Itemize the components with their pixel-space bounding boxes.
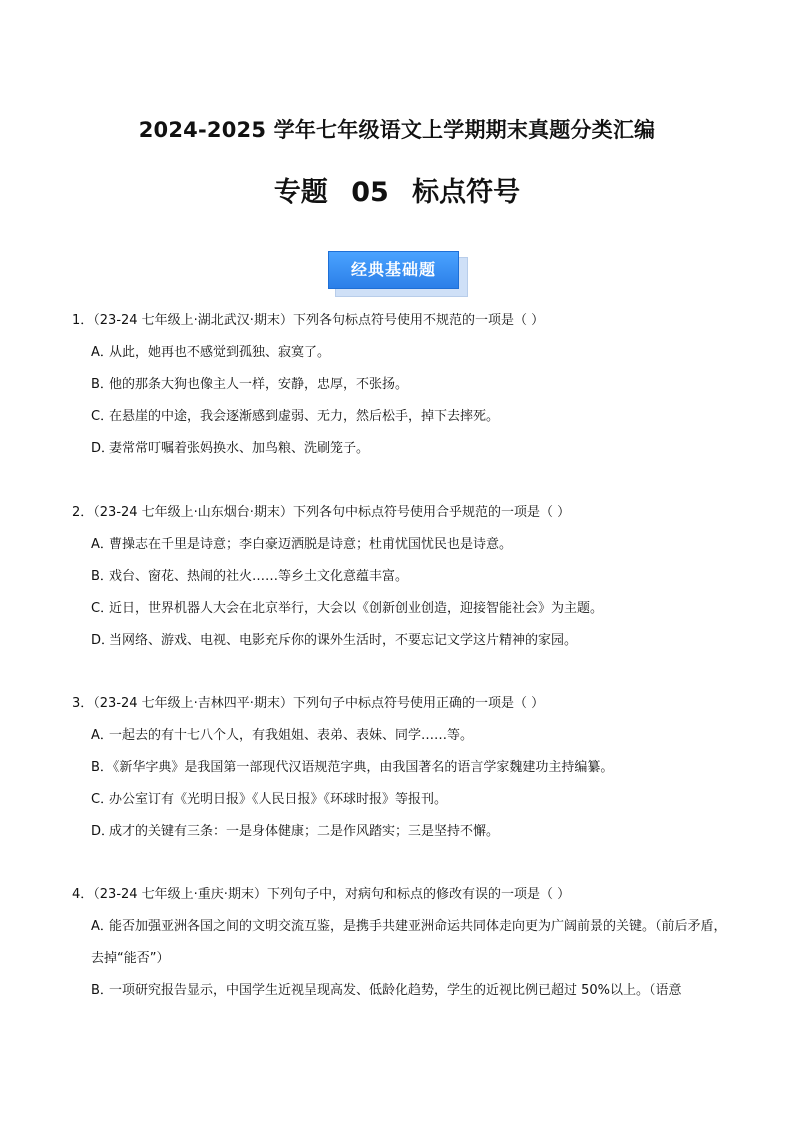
option-text: 一起去的有十七八个人，有我姐姐、表弟、表妹、同学……等。 [109,728,474,743]
question-stem: 4．（23-24 七年级上·重庆·期末）下列句子中，对病句和标点的修改有误的一项是（ ） [72,887,571,902]
option-text: 曹操志在千里是诗意；李白豪迈洒脱是诗意；杜甫忧国忧民也是诗意。 [109,537,513,552]
option-letter: D． [91,441,115,456]
option-letter: B． [91,569,113,584]
option-letter: D． [91,824,115,839]
question-stem: 2．（23-24 七年级上·山东烟台·期末）下列各句中标点符号使用合乎规范的一项是（ ） [72,505,571,520]
option-a[interactable] [72,529,732,561]
option-text: 从此，她再也不感觉到孤独、寂寞了。 [109,345,331,360]
option-a[interactable] [72,720,732,752]
question-2 [72,497,732,657]
option-text: 妻常常叮嘱着张妈换水、加鸟粮、洗刷笼子。 [109,441,370,456]
option-text: 能否加强亚洲各国之间的文明交流互鉴，是携手共建亚洲命运共同体走向更为广阔前景的关键。（前后矛盾，去掉“能否”） [91,919,727,966]
option-letter: B． [91,377,113,392]
option-letter: D． [91,633,115,648]
option-text: 他的那条大狗也像主人一样，安静，忠厚，不张扬。 [109,377,409,392]
option-a[interactable] [72,911,732,975]
question-stem: 1．（23-24 七年级上·湖北武汉·期末）下列各句标点符号使用不规范的一项是（ ） [72,313,545,328]
option-c[interactable] [72,784,732,816]
option-c[interactable] [72,593,732,625]
question-stem: 3．（23-24 七年级上·吉林四平·期末）下列句子中标点符号使用正确的一项是（ ） [72,696,545,711]
option-letter: A． [91,919,113,934]
option-b[interactable] [72,752,732,784]
option-letter: C． [91,409,114,424]
option-c[interactable] [72,401,732,433]
question-4 [72,879,732,1007]
option-d[interactable] [72,816,732,848]
option-b[interactable] [72,975,732,1007]
option-text: 当网络、游戏、电视、电影充斥你的课外生活时，不要忘记文学这片精神的家园。 [109,633,578,648]
option-letter: B． [91,760,113,775]
option-a[interactable] [72,337,732,369]
option-d[interactable] [72,433,732,465]
section-title: 专题 05 标点符号 [273,177,521,208]
option-letter: A． [91,728,113,743]
question-3 [72,688,732,848]
option-letter: C． [91,601,114,616]
option-text: 戏台、窗花、热闹的社火……等乡土文化意蕴丰富。 [109,569,409,584]
option-text: 成才的关键有三条：一是身体健康；二是作风踏实；三是坚持不懈。 [109,824,500,839]
option-text: 近日，世界机器人大会在北京举行，大会以《创新创业创造，迎接智能社会》为主题。 [109,601,604,616]
option-text: 办公室订有《光明日报》《人民日报》《环球时报》等报刊。 [109,792,448,807]
badge-label: 经典基础题 [328,251,459,289]
question-1 [72,305,732,465]
option-text: 《新华字典》是我国第一部现代汉语规范字典，由我国著名的语言学家魏建功主持编纂。 [112,760,614,775]
section-badge [328,251,466,295]
option-b[interactable] [72,561,732,593]
option-letter: C． [91,792,114,807]
option-letter: B． [91,983,113,998]
option-d[interactable] [72,625,732,657]
option-b[interactable] [72,369,732,401]
option-letter: A． [91,537,113,552]
option-text: 一项研究报告显示，中国学生近视呈现高发、低龄化趋势，学生的近视比例已超过 50%以上。（语意 [109,983,682,998]
page-title: 2024-2025 学年七年级语文上学期期末真题分类汇编 [138,118,656,142]
option-text: 在悬崖的中途，我会逐渐感到虚弱、无力，然后松手，掉下去摔死。 [109,409,500,424]
option-letter: A． [91,345,113,360]
